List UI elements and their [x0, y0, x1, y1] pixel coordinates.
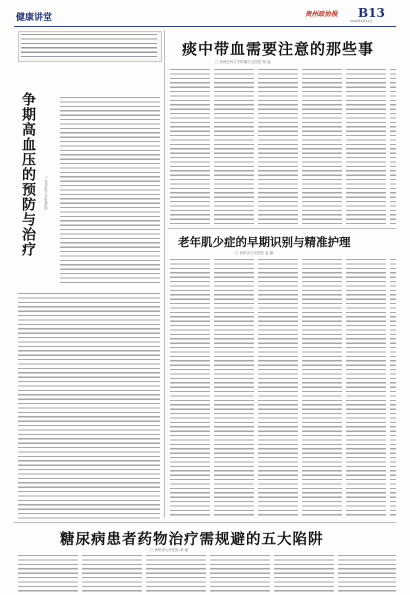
hypertension-body-2 [18, 292, 160, 520]
hypertension-headline: 争期高血压的预防与治疗 [20, 92, 36, 257]
sarcopenia-byline: □ 贵州省人民医院 麦 璐 [235, 251, 274, 255]
diabetes-headline: 糖尿病患者药物治疗需规避的五大陷阱 [60, 531, 324, 548]
section-rule-2 [14, 522, 396, 523]
hypertension-body-1 [60, 96, 160, 284]
header-rule [14, 26, 396, 27]
section-rule-1 [168, 228, 396, 229]
sarcopenia-headline: 老年肌少症的早期识别与精准护理 [178, 235, 351, 249]
diabetes-body [18, 554, 396, 594]
issue-date: 2020年1月11日 [350, 19, 373, 23]
column-divider [164, 30, 165, 518]
diabetes-byline: □ 贵州省人民医院 黄 丽 [150, 548, 189, 552]
sarcopenia-body [170, 258, 396, 516]
intro-text [21, 33, 157, 58]
hypertension-headline-box [18, 92, 40, 284]
section-title: 健康讲堂 [16, 13, 53, 23]
stroke-body [170, 68, 396, 225]
newspaper-name: 贵州政协报 [305, 10, 338, 18]
page-number: B13 [358, 6, 385, 20]
hypertension-byline: □ 贵州医科大学附属医院 [44, 175, 48, 210]
stroke-headline: 痰中带血需要注意的那些事 [182, 40, 375, 58]
stroke-byline: □ 贵州医科大学附属白云医院 杨 猛 [215, 60, 271, 64]
